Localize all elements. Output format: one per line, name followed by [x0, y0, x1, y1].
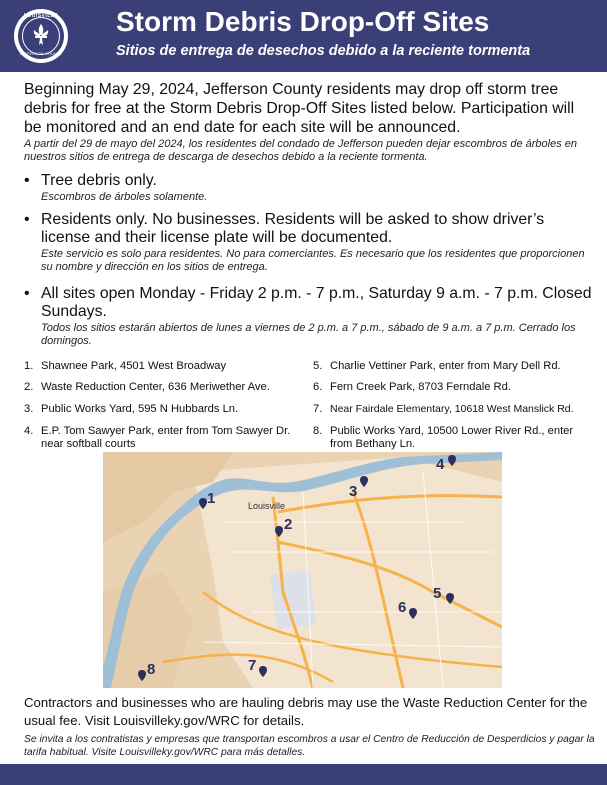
bullet-hours [24, 285, 594, 347]
map-city-label: Louisville [248, 501, 286, 511]
svg-text:2: 2 [284, 516, 293, 533]
bullet-spanish: Todos los sitios estarán abiertos de lunes a viernes de 2 p.m. a 7 p.m., sábado de 9 a.m. a 7 p.m. Cerrado los domingos. [41, 322, 576, 347]
contractor-note-spanish: Se invita a los contratistas y empresas que transportan escombros a usar el Centro de Reducción de Desperdicios y pagar la tarifa habitual. Visite Louisvilleky.gov/WRC para más detalles. [24, 734, 595, 758]
map-canvas [103, 452, 502, 688]
bullet-english: Tree debris only. [41, 172, 157, 189]
svg-text:5: 5 [433, 585, 442, 602]
svg-text:1: 1 [207, 490, 216, 507]
bullet-spanish: Este servicio es solo para residentes. No para comerciantes. Es necesario que los residentes que proporcionen su nombre y dirección en los sitios de entrega. [41, 248, 585, 273]
intro-spanish: A partir del 29 de mayo del 2024, los residentes del condado de Jefferson pueden dejar escombros de árboles en nuestros sitios de entrega de descarga de desechos debido a la reciente tormenta. [24, 138, 578, 163]
intro-english: Beginning May 29, 2024, Jefferson County residents may drop off storm tree debris for free at the Storm Debris Drop-Off Sites listed below. Participation will be monitored and an end date for each site will be announced. [24, 81, 575, 136]
svg-text:7: 7 [248, 657, 257, 674]
page-title: Storm Debris Drop-Off Sites [116, 6, 490, 37]
contractor-note-english: Contractors and businesses who are hauling debris may use the Waste Reduction Center for the usual fee. Visit Louisvilleky.gov/WRC for details. [24, 695, 588, 728]
seal-bottom-text: JEFFERSON COUNTY [19, 52, 63, 56]
header-banner [0, 0, 607, 72]
bullet-dot: • [24, 172, 30, 189]
svg-text:6: 6 [398, 599, 407, 616]
bullet-dot: • [24, 285, 30, 302]
louisville-seal-logo [14, 9, 68, 63]
footer-bar [0, 764, 607, 785]
page-subtitle: Sitios de entrega de desechos debido a la reciente tormenta [116, 43, 531, 59]
bullet-spanish: Escombros de árboles solamente. [41, 191, 208, 203]
bullet-residents-only [24, 211, 594, 273]
fleur-de-lis-icon [31, 23, 51, 47]
bullet-english: Residents only. No businesses. Residents will be asked to show driver’s license and their license plate will be documented. [41, 211, 545, 246]
svg-text:3: 3 [349, 483, 358, 500]
bullet-tree-debris [24, 172, 594, 204]
svg-text:8: 8 [147, 661, 156, 678]
svg-text:4: 4 [436, 456, 445, 473]
seal-top-text: LOUISVILLE [23, 13, 59, 19]
site-map[interactable] [103, 452, 502, 688]
bullet-english: All sites open Monday - Friday 2 p.m. - 7 p.m., Saturday 9 a.m. - 7 p.m. Closed Sundays. [41, 285, 592, 320]
bullet-dot: • [24, 211, 30, 228]
